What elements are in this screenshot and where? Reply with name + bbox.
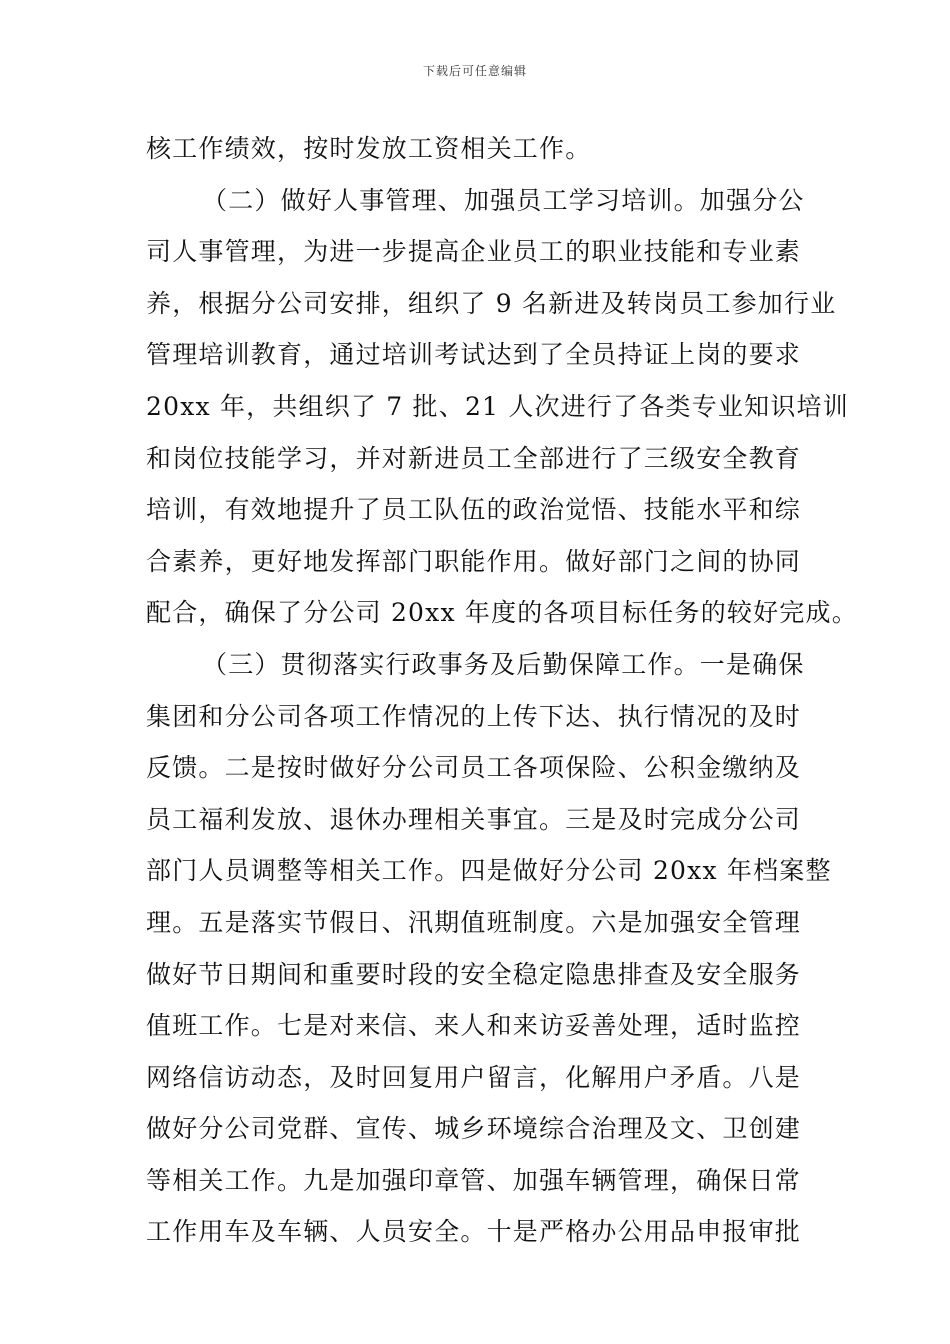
text-line: 网络信访动态，及时回复用户留言，化解用户矛盾。八是 (146, 1062, 802, 1092)
text-line: 做好节日期间和重要时段的安全稳定隐患排查及安全服务 (146, 959, 802, 989)
text-line: 核工作绩效，按时发放工资相关工作。 (146, 134, 592, 163)
document-body (146, 123, 858, 1258)
text-line: 配合，确保了分公司 20xx 年度的各项目标任务的较好完成。 (146, 598, 858, 628)
text-line: 养，根据分公司安排，组织了 9 名新进及转岗员工参加行业 (146, 288, 837, 318)
text-line: 做好分公司党群、宣传、城乡环境综合治理及文、卫创建 (146, 1114, 802, 1144)
text-line: 值班工作。七是对来信、来人和来访妥善处理，适时监控 (146, 1011, 802, 1041)
text-line: 工作用车及车辆、人员安全。十是严格办公用品申报审批 (146, 1217, 802, 1247)
text-line: 培训，有效地提升了员工队伍的政治觉悟、技能水平和综 (146, 495, 802, 525)
text-line: 司人事管理，为进一步提高企业员工的职业技能和专业素 (146, 237, 802, 267)
paragraph-start-line: （二）做好人事管理、加强员工学习培训。加强分公 (202, 185, 805, 215)
text-line: 和岗位技能学习，并对新进员工全部进行了三级安全教育 (146, 443, 802, 473)
text-line: 集团和分公司各项工作情况的上传下达、执行情况的及时 (146, 701, 802, 731)
text-line: 员工福利发放、退休办理相关事宜。三是及时完成分公司 (146, 804, 802, 834)
header-note: 下载后可任意编辑 (422, 64, 527, 78)
text-line: 等相关工作。九是加强印章管、加强车辆管理，确保日常 (146, 1165, 802, 1195)
text-line: 理。五是落实节假日、汛期值班制度。六是加强安全管理 (146, 907, 802, 937)
paragraph-start-line: （三）贯彻落实行政事务及后勤保障工作。一是确保 (202, 649, 805, 679)
text-line: 20xx 年，共组织了 7 批、21 人次进行了各类专业知识培训 (146, 391, 849, 421)
text-line: 管理培训教育，通过培训考试达到了全员持证上岗的要求 (146, 340, 802, 370)
text-line: 合素养，更好地发挥部门职能作用。做好部门之间的协同 (146, 546, 802, 576)
text-line: 部门人员调整等相关工作。四是做好分公司 20xx 年档案整 (146, 856, 832, 886)
text-line: 反馈。二是按时做好分公司员工各项保险、公积金缴纳及 (146, 753, 802, 783)
